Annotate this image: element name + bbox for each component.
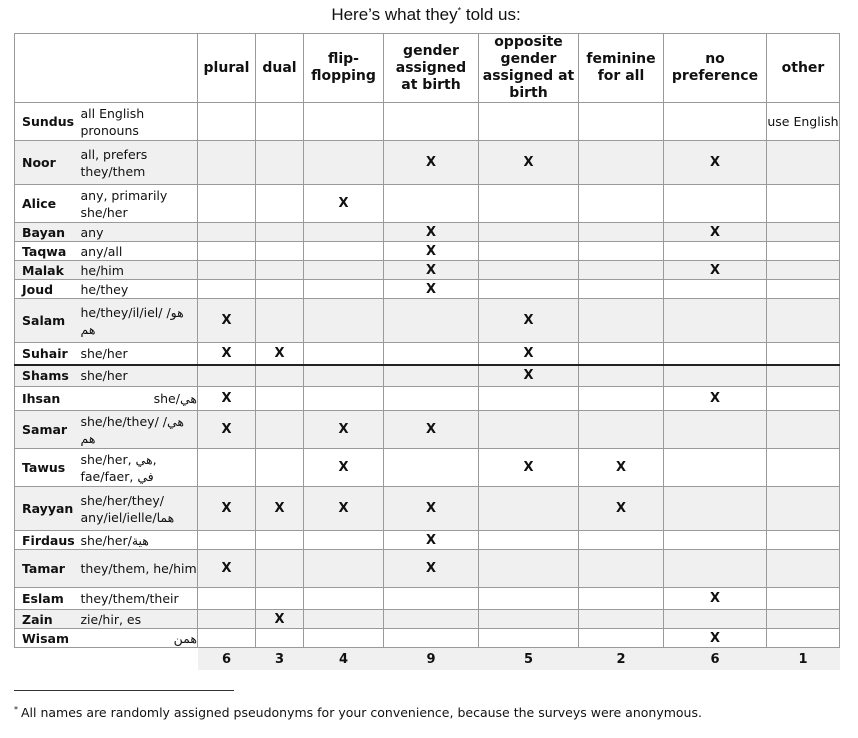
participant-pronouns: they/them/their [79, 588, 198, 610]
mark-cell [256, 629, 304, 648]
mark-cell [198, 185, 256, 223]
table-row [15, 365, 840, 387]
mark-cell [304, 261, 384, 280]
mark-cell [479, 223, 579, 242]
mark-cell [256, 185, 304, 223]
mark-cell: X [198, 411, 256, 449]
mark-cell: X [479, 299, 579, 343]
total-count: 6 [664, 648, 767, 671]
mark-cell [256, 242, 304, 261]
mark-cell: X [384, 242, 479, 261]
mark-cell [479, 280, 579, 299]
other-cell [767, 141, 840, 185]
mark-cell [479, 629, 579, 648]
mark-cell [384, 299, 479, 343]
total-count: 3 [256, 648, 304, 671]
mark-cell [384, 387, 479, 411]
mark-cell [579, 610, 664, 629]
mark-cell: X [664, 588, 767, 610]
mark-cell [579, 242, 664, 261]
mark-cell [664, 185, 767, 223]
participant-name: Ihsan [15, 387, 79, 411]
participant-name: Joud [15, 280, 79, 299]
participant-name: Bayan [15, 223, 79, 242]
participant-pronouns: هي/she [79, 387, 198, 411]
mark-cell [198, 629, 256, 648]
participant-name: Taqwa [15, 242, 79, 261]
mark-cell: X [579, 487, 664, 531]
mark-cell: X [256, 343, 304, 365]
mark-cell [664, 242, 767, 261]
mark-cell [198, 141, 256, 185]
participant-name: Malak [15, 261, 79, 280]
mark-cell [479, 531, 579, 550]
other-cell [767, 365, 840, 387]
total-count: 4 [304, 648, 384, 671]
mark-cell [579, 550, 664, 588]
mark-cell: X [384, 487, 479, 531]
mark-cell [304, 299, 384, 343]
mark-cell [579, 588, 664, 610]
mark-cell [579, 531, 664, 550]
mark-cell: X [304, 411, 384, 449]
mark-cell [664, 299, 767, 343]
mark-cell [198, 280, 256, 299]
mark-cell [384, 449, 479, 487]
table-row [15, 449, 840, 487]
mark-cell: X [479, 343, 579, 365]
table-row [15, 141, 840, 185]
mark-cell [579, 223, 664, 242]
participant-name: Noor [15, 141, 79, 185]
mark-cell: X [198, 387, 256, 411]
mark-cell [664, 103, 767, 141]
mark-cell: X [664, 261, 767, 280]
mark-cell [198, 449, 256, 487]
mark-cell [256, 141, 304, 185]
participant-name: Firdaus [15, 531, 79, 550]
mark-cell [479, 588, 579, 610]
mark-cell [384, 365, 479, 387]
mark-cell [256, 449, 304, 487]
mark-cell [304, 610, 384, 629]
mark-cell [664, 280, 767, 299]
other-cell [767, 261, 840, 280]
participant-name: Tawus [15, 449, 79, 487]
mark-cell [256, 550, 304, 588]
mark-cell [304, 588, 384, 610]
mark-cell: X [479, 365, 579, 387]
totals-blank [15, 648, 198, 671]
mark-cell: X [664, 141, 767, 185]
mark-cell [256, 280, 304, 299]
mark-cell: X [256, 487, 304, 531]
other-cell [767, 449, 840, 487]
mark-cell [664, 449, 767, 487]
mark-cell: X [304, 487, 384, 531]
mark-cell [198, 588, 256, 610]
mark-cell [579, 261, 664, 280]
participant-pronouns: she/her [79, 365, 198, 387]
mark-cell [384, 588, 479, 610]
mark-cell [579, 343, 664, 365]
mark-cell [479, 550, 579, 588]
mark-cell [256, 531, 304, 550]
mark-cell: X [384, 280, 479, 299]
survey-table [14, 33, 840, 670]
mark-cell [664, 365, 767, 387]
table-row [15, 343, 840, 365]
mark-cell: X [304, 185, 384, 223]
other-cell [767, 223, 840, 242]
mark-cell [304, 365, 384, 387]
mark-cell [579, 411, 664, 449]
mark-cell [256, 411, 304, 449]
mark-cell: X [198, 487, 256, 531]
participant-pronouns: any, primarily she/her [79, 185, 198, 223]
mark-cell [198, 261, 256, 280]
participant-pronouns: they/them, he/him [79, 550, 198, 588]
other-cell [767, 280, 840, 299]
mark-cell [479, 610, 579, 629]
participant-pronouns: she/he/they/ هي/هم [79, 411, 198, 449]
participant-pronouns: he/him [79, 261, 198, 280]
mark-cell [479, 387, 579, 411]
table-row [15, 280, 840, 299]
table-body [15, 103, 840, 671]
participant-pronouns: he/they/il/iel/ هو/هم [79, 299, 198, 343]
mark-cell [479, 242, 579, 261]
mark-cell: X [198, 343, 256, 365]
mark-cell: X [256, 610, 304, 629]
mark-cell: X [198, 550, 256, 588]
mark-cell [664, 343, 767, 365]
participant-name: Alice [15, 185, 79, 223]
participant-pronouns: zie/hir, es [79, 610, 198, 629]
mark-cell [256, 103, 304, 141]
mark-cell [664, 487, 767, 531]
page-title: Here’s what they* told us: [331, 5, 521, 24]
mark-cell [664, 411, 767, 449]
other-cell: use English [767, 103, 840, 141]
mark-cell: X [579, 449, 664, 487]
participant-name: Tamar [15, 550, 79, 588]
mark-cell [198, 103, 256, 141]
column-header-flip-flopping: flip- flopping [304, 34, 384, 103]
table-row [15, 411, 840, 449]
mark-cell [384, 629, 479, 648]
total-count: 9 [384, 648, 479, 671]
participant-name: Rayyan [15, 487, 79, 531]
mark-cell: X [664, 223, 767, 242]
table-row [15, 531, 840, 550]
total-count: 1 [767, 648, 840, 671]
table-row [15, 550, 840, 588]
mark-cell [579, 280, 664, 299]
table-row [15, 261, 840, 280]
table-row [15, 487, 840, 531]
footnote-text: All names are randomly assigned pseudonyms for your convenience, because the surveys were anonymous. [21, 705, 702, 720]
other-cell [767, 629, 840, 648]
mark-cell: X [384, 223, 479, 242]
total-count: 6 [198, 648, 256, 671]
mark-cell [384, 103, 479, 141]
column-header-other: other [767, 34, 840, 103]
mark-cell [198, 223, 256, 242]
table-row [15, 242, 840, 261]
mark-cell: X [198, 299, 256, 343]
participant-pronouns: any [79, 223, 198, 242]
table-row [15, 103, 840, 141]
mark-cell [304, 629, 384, 648]
mark-cell [664, 550, 767, 588]
participant-name: Zain [15, 610, 79, 629]
mark-cell [479, 103, 579, 141]
other-cell [767, 242, 840, 261]
column-header-no-preference: no preference [664, 34, 767, 103]
mark-cell: X [384, 550, 479, 588]
mark-cell [479, 185, 579, 223]
other-cell [767, 411, 840, 449]
participant-pronouns: all, prefers they/them [79, 141, 198, 185]
participant-pronouns: all English pronouns [79, 103, 198, 141]
mark-cell [304, 280, 384, 299]
mark-cell: X [384, 141, 479, 185]
mark-cell [304, 242, 384, 261]
participant-name: Eslam [15, 588, 79, 610]
column-header-plural: plural [198, 34, 256, 103]
column-header-feminine-for-all: feminine for all [579, 34, 664, 103]
mark-cell [579, 365, 664, 387]
participant-pronouns: she/her/they/ any/iel/ielle/هما [79, 487, 198, 531]
mark-cell [198, 610, 256, 629]
participant-pronouns: he/they [79, 280, 198, 299]
table-row [15, 610, 840, 629]
participant-pronouns: همن [79, 629, 198, 648]
mark-cell [579, 387, 664, 411]
participant-pronouns: she/her, هي, fae/faer, في [79, 449, 198, 487]
mark-cell [479, 487, 579, 531]
mark-cell [384, 343, 479, 365]
mark-cell: X [664, 629, 767, 648]
footnote-divider [14, 690, 234, 691]
mark-cell [304, 103, 384, 141]
mark-cell [256, 299, 304, 343]
other-cell [767, 299, 840, 343]
total-count: 5 [479, 648, 579, 671]
mark-cell: X [384, 411, 479, 449]
mark-cell [198, 531, 256, 550]
mark-cell: X [384, 261, 479, 280]
mark-cell [579, 141, 664, 185]
other-cell [767, 343, 840, 365]
participant-pronouns: she/her/هية [79, 531, 198, 550]
mark-cell: X [384, 531, 479, 550]
table-row [15, 588, 840, 610]
participant-name: Samar [15, 411, 79, 449]
mark-cell [304, 550, 384, 588]
mark-cell [384, 185, 479, 223]
column-header-dual: dual [256, 34, 304, 103]
participant-name: Wisam [15, 629, 79, 648]
footnote: * All names are randomly assigned pseudonyms for your convenience, because the surveys were anonymous. [14, 704, 702, 720]
mark-cell [579, 299, 664, 343]
mark-cell [664, 531, 767, 550]
footnote-marker: * [457, 5, 462, 16]
table-row [15, 223, 840, 242]
other-cell [767, 387, 840, 411]
other-cell [767, 185, 840, 223]
mark-cell [256, 223, 304, 242]
mark-cell [304, 387, 384, 411]
mark-cell [198, 242, 256, 261]
mark-cell: X [304, 449, 384, 487]
table-row [15, 629, 840, 648]
participant-name: Sundus [15, 103, 79, 141]
mark-cell [304, 531, 384, 550]
table-row [15, 185, 840, 223]
mark-cell [304, 141, 384, 185]
other-cell [767, 610, 840, 629]
header-row [15, 34, 840, 103]
column-header-gender-assigned-at-birth: gender assigned at birth [384, 34, 479, 103]
mark-cell: X [479, 449, 579, 487]
mark-cell [579, 629, 664, 648]
mark-cell [479, 261, 579, 280]
header-blank [15, 34, 198, 103]
totals-row [15, 648, 840, 671]
table-row [15, 299, 840, 343]
mark-cell [256, 387, 304, 411]
participant-name: Suhair [15, 343, 79, 365]
mark-cell [304, 343, 384, 365]
other-cell [767, 588, 840, 610]
mark-cell [256, 588, 304, 610]
table-row [15, 387, 840, 411]
participant-name: Shams [15, 365, 79, 387]
mark-cell [256, 365, 304, 387]
mark-cell [304, 223, 384, 242]
mark-cell: X [664, 387, 767, 411]
other-cell [767, 531, 840, 550]
participant-pronouns: any/all [79, 242, 198, 261]
participant-pronouns: she/her [79, 343, 198, 365]
other-cell [767, 550, 840, 588]
mark-cell [198, 365, 256, 387]
mark-cell [579, 103, 664, 141]
total-count: 2 [579, 648, 664, 671]
mark-cell [256, 261, 304, 280]
mark-cell [479, 411, 579, 449]
participant-name: Salam [15, 299, 79, 343]
mark-cell [384, 610, 479, 629]
mark-cell: X [479, 141, 579, 185]
mark-cell [579, 185, 664, 223]
other-cell [767, 487, 840, 531]
column-header-opposite-gender: opposite gender assigned at birth [479, 34, 579, 103]
mark-cell [664, 610, 767, 629]
